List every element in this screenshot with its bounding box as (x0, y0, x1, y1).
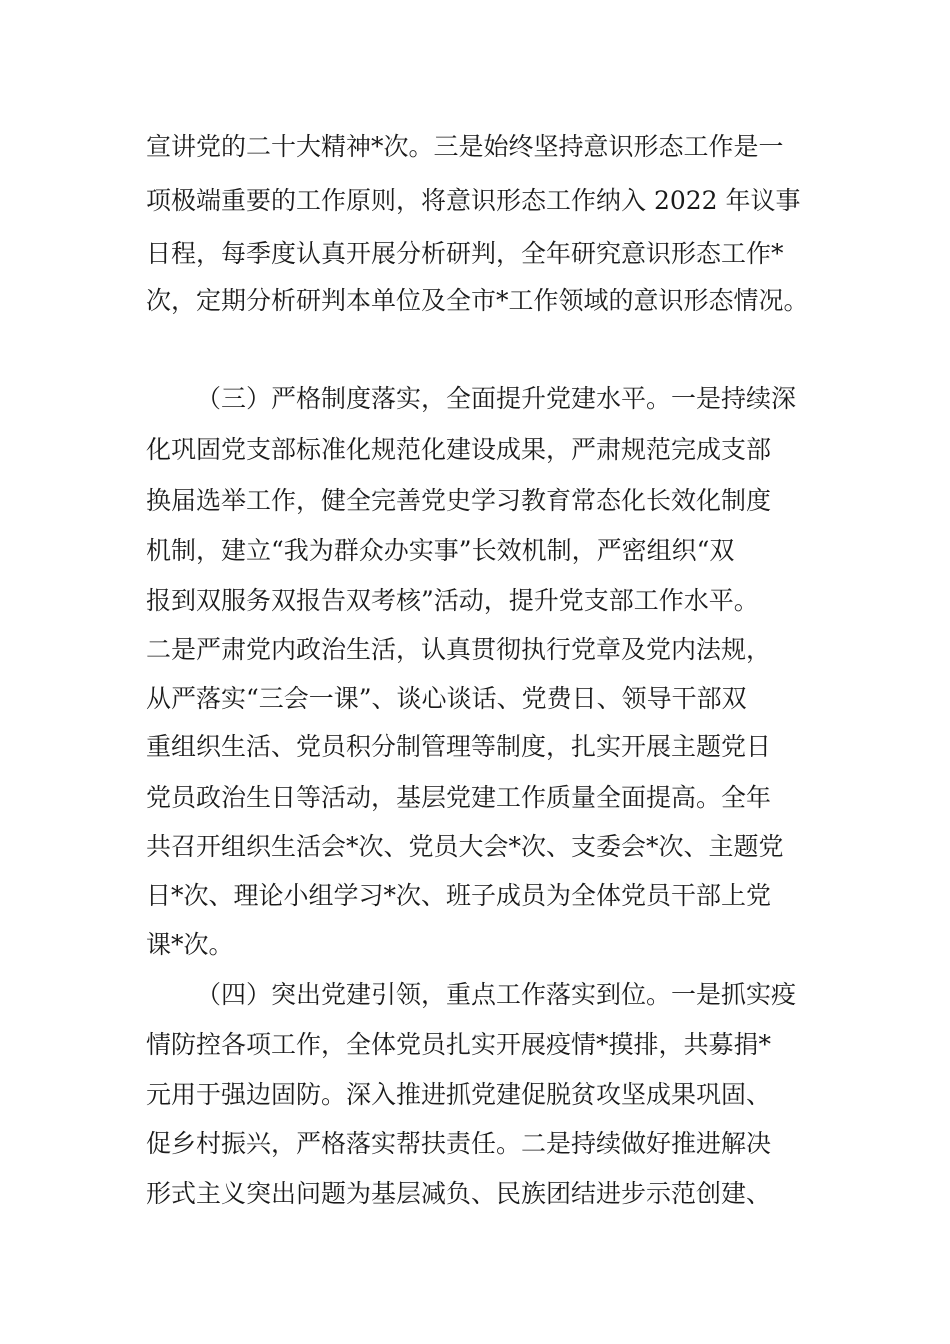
text-line: 换届选举工作，健全完善党史学习教育常态化长效化制度 (146, 486, 772, 515)
text-line: 元用于强边固防。深入推进抓党建促脱贫攻坚成果巩固、 (146, 1080, 772, 1109)
section-heading-4: （四）突出党建引领，重点工作落实到位。一是抓实疫 (196, 980, 797, 1009)
text-line: 化巩固党支部标准化规范化建设成果，严肃规范完成支部 (146, 435, 772, 464)
text-line: 报到双服务双报告双考核”活动，提升党支部工作水平。 (146, 586, 759, 615)
text-line: 日程，每季度认真开展分析研判，全年研究意识形态工作* (146, 239, 784, 268)
text-line: 形式主义突出问题为基层减负、民族团结进步示范创建、 (146, 1179, 772, 1208)
text-line: 课*次。 (146, 930, 234, 959)
text-line: 情防控各项工作，全体党员扎实开展疫情*摸排，共募捐* (146, 1030, 772, 1059)
text-line: 重组织生活、党员积分制管理等制度，扎实开展主题党日 (146, 732, 772, 761)
text-line: 共召开组织生活会*次、党员大会*次、支委会*次、主题党 (146, 832, 784, 861)
text-line: 次，定期分析研判本单位及全市*工作领域的意识形态情况。 (146, 286, 809, 315)
text-line: 二是严肃党内政治生活，认真贯彻执行党章及党内法规， (146, 635, 772, 664)
text-line: 促乡村振兴，严格落实帮扶责任。二是持续做好推进解决 (146, 1129, 772, 1158)
text-line: 从严落实“三会一课”、谈心谈话、党费日、领导干部双 (146, 684, 747, 713)
section-heading-3: （三）严格制度落实，全面提升党建水平。一是持续深 (196, 384, 797, 413)
text-line: 党员政治生日等活动，基层党建工作质量全面提高。全年 (146, 783, 772, 812)
text-line: 项极端重要的工作原则，将意识形态工作纳入 2022 年议事 (146, 186, 801, 215)
text-line: 日*次、理论小组学习*次、班子成员为全体党员干部上党 (146, 881, 772, 910)
text-line: 宣讲党的二十大精神*次。三是始终坚持意识形态工作是一 (146, 132, 784, 161)
text-line: 机制，建立“我为群众办实事”长效机制，严密组织“双 (146, 536, 735, 565)
